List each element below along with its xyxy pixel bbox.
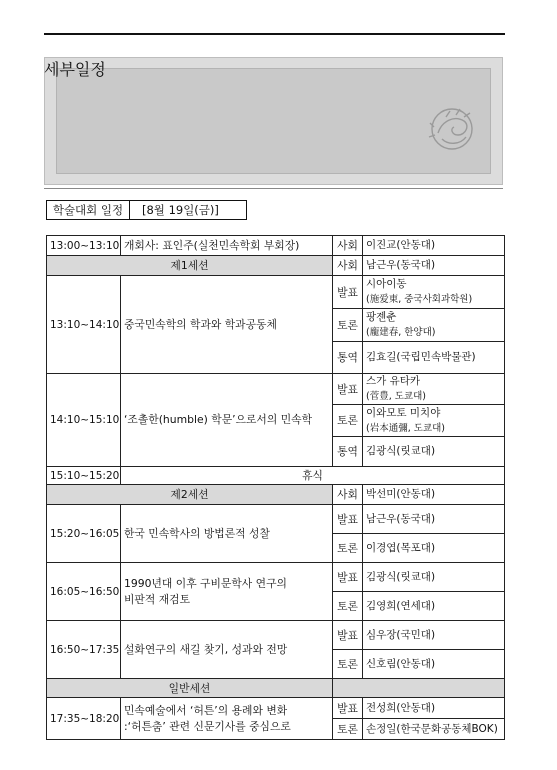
topic-line: 비판적 재검토 [124, 592, 191, 606]
table-row [47, 276, 505, 309]
time-cell: 17:35~18:20 [47, 698, 121, 740]
session-header-row [47, 485, 505, 505]
role-cell: 사회 [333, 236, 363, 256]
person-cell: 김광식(릿쿄대) [363, 437, 505, 467]
table-row [47, 236, 505, 256]
table-row [47, 374, 505, 405]
role-cell: 사회 [333, 485, 363, 505]
person-name: 이와모토 미치야 [366, 406, 441, 419]
table-row [47, 563, 505, 592]
role-cell: 토론 [333, 534, 363, 563]
topic-cell: 개회사: 표인주(실천민속학회 부회장) [121, 236, 333, 256]
topic-line: 한국 민속학사의 방법론적 성찰 [124, 526, 270, 540]
table-row [47, 505, 505, 534]
topic-cell: 중국민속학의 학과와 학과공동체 [121, 276, 333, 374]
person-cell: 김효길(국립민속박물관) [363, 342, 505, 374]
person-cell [363, 309, 505, 342]
time-cell: 16:50~17:35 [47, 621, 121, 679]
person-name: 팡젠춘 [366, 311, 397, 323]
person-cell: 남근우(동국대) [363, 256, 505, 276]
role-cell: 발표 [333, 621, 363, 650]
role-cell: 발표 [333, 505, 363, 534]
session-header-row [47, 679, 505, 698]
session-title: 제2세션 [47, 485, 333, 505]
role-cell: 통역 [333, 437, 363, 467]
time-cell: 15:10~15:20 [47, 467, 121, 485]
person-cell: 전성희(안동대) [363, 698, 505, 719]
person-affiliation: (岩本通彌, 도쿄대) [366, 422, 445, 434]
topic-line: 민속예술에서 ‘허튼’의 용례와 변화 [124, 703, 288, 717]
time-cell: 15:20~16:05 [47, 505, 121, 563]
person-affiliation: (菅豊, 도쿄대) [366, 391, 426, 402]
person-cell: 김광식(릿쿄대) [363, 563, 505, 592]
topic-cell [121, 505, 333, 563]
person-name: 시아이동 [366, 278, 407, 290]
session-header-row [47, 256, 505, 276]
topic-cell [121, 563, 333, 621]
role-cell: 발표 [333, 698, 363, 719]
person-cell [363, 405, 505, 437]
topic-cell: ‘조촐한(humble) 학문’으로서의 민속학 [121, 374, 333, 467]
person-cell [363, 276, 505, 309]
table-row [47, 621, 505, 650]
session-header-filler [333, 679, 505, 698]
role-cell: 토론 [333, 592, 363, 621]
person-cell: 박선미(안동대) [363, 485, 505, 505]
person-cell: 이진교(안동대) [363, 236, 505, 256]
role-cell: 사회 [333, 256, 363, 276]
person-affiliation: (施爱東, 중국사회과학원) [366, 294, 473, 305]
time-cell: 16:05~16:50 [47, 563, 121, 621]
topic-line: 1990년대 이후 구비문학사 연구의 [124, 576, 287, 590]
role-cell: 발표 [333, 276, 363, 309]
date-box-value: [8월 19일(금)] [142, 203, 219, 217]
person-cell: 심우장(국민대) [363, 621, 505, 650]
time-cell: 13:10~14:10 [47, 276, 121, 374]
person-affiliation: (龐建春, 한양대) [366, 327, 436, 338]
role-cell: 토론 [333, 309, 363, 342]
topic-cell [121, 698, 333, 740]
role-cell: 발표 [333, 563, 363, 592]
role-cell: 토론 [333, 719, 363, 740]
topic-cell [121, 621, 333, 679]
date-box [46, 200, 247, 220]
role-cell: 토론 [333, 650, 363, 679]
dragon-emblem-icon [426, 103, 478, 155]
session-title: 제1세션 [47, 256, 333, 276]
break-row [47, 467, 505, 485]
topic-line: 설화연구의 새길 찾기, 성과와 전망 [124, 642, 288, 656]
role-cell: 토론 [333, 405, 363, 437]
date-box-label: 학술대회 일정 [47, 201, 130, 219]
person-cell [363, 374, 505, 405]
person-cell: 김영희(연세대) [363, 592, 505, 621]
role-cell: 통역 [333, 342, 363, 374]
break-label: 휴식 [121, 467, 505, 485]
topic-line: :‘허튼춤’ 관련 신문기사를 중심으로 [124, 719, 291, 733]
session-title: 일반세션 [47, 679, 333, 698]
schedule-table [46, 235, 505, 740]
time-cell: 13:00~13:10 [47, 236, 121, 256]
table-row [47, 698, 505, 719]
role-cell: 발표 [333, 374, 363, 405]
person-cell: 신호림(안동대) [363, 650, 505, 679]
top-rule [44, 33, 505, 35]
time-cell: 14:10~15:10 [47, 374, 121, 467]
banner-underline [44, 188, 503, 189]
person-cell: 이경엽(목포대) [363, 534, 505, 563]
page-title: 세부일정 [44, 60, 106, 79]
person-cell: 손정일(한국문화공동체BOK) [363, 719, 505, 740]
person-cell: 남근우(동국대) [363, 505, 505, 534]
person-name: 스가 유타카 [366, 375, 421, 387]
